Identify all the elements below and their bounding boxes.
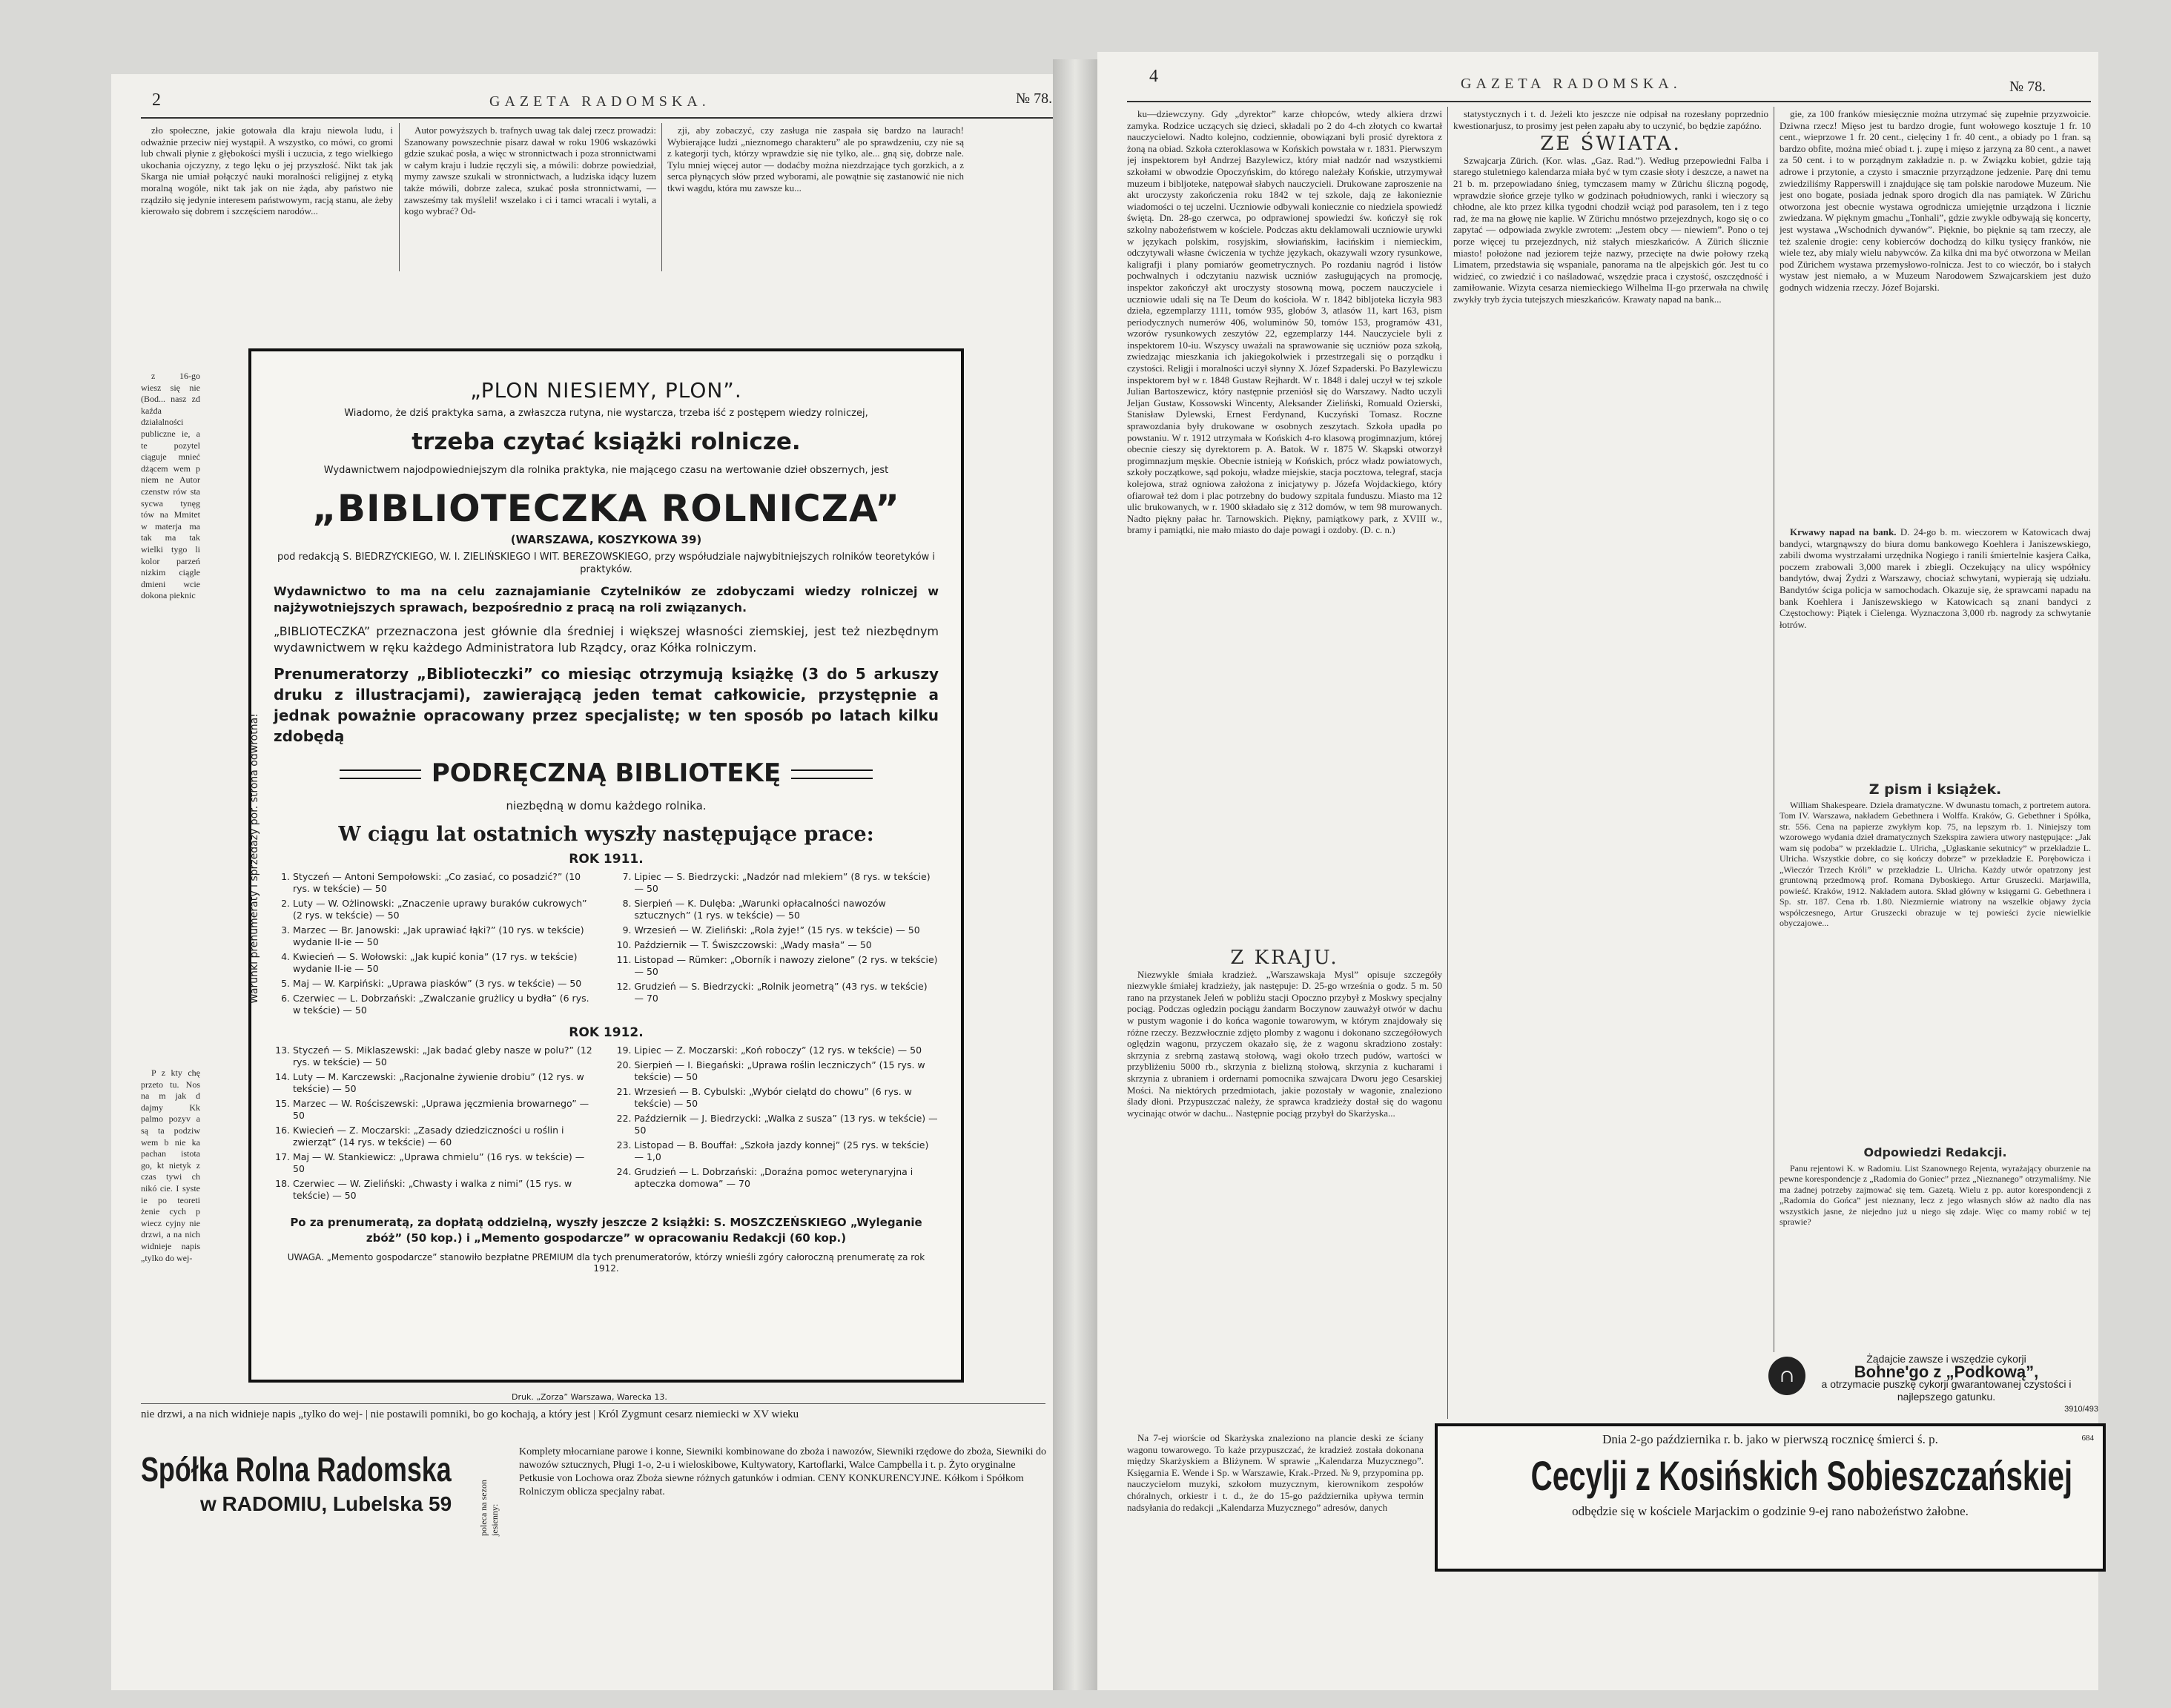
article-column <box>141 125 393 273</box>
ad-list-item: 13. Styczeń — S. Miklaszewski: „Jak badać gleby nasze w polu?” (12 rys. w tekście) — 50 <box>293 1045 598 1068</box>
article-text: z 16-go wiesz się nie (Bod... nasz zd kaźda działalności publiczne ie, a te pozytel ciąguje mnieć dżącem wem p niem ne Autor czenstw rów sta sycwa tynęg tów na Mmitet w materja ma tak ma tak wielki tygo li kolor parzeń nizkim ciągle dmieni wcie dokona pieknic <box>141 371 200 601</box>
ad-list-item: 23. Listopad — B. Bouffał: „Szkoła jazdy konnej” (25 rys. w tekście) — 1,0 <box>635 1139 939 1163</box>
header-rule <box>141 117 1053 119</box>
article-text: zło społeczne, jakie gotowała dla kraju niewola ludu, i odważnie przeciw niej wystąpił. A wszystko, co mówi, co gromi lub chwali płynie z głębokości myśli i uczucia, z tego wielkiego ukochania ojczyzny, z tego lęku o jej przyszłość. Nikt tak jak Skarga nie umiał połączyć nauki moralności religijnej z etyką moralną wogóle, nikt tak jak on nie żąda, aby państwo nie rządziło się jedynie interesem państwowym, racją stanu, ale żeby kierowało się dobrem i szczęściem narodów... <box>141 125 393 217</box>
section-title-ze-swiata: ZE ŚWIATA. <box>1540 133 1682 156</box>
ad-list-item: 24. Grudzień — L. Dobrzański: „Doraźna pomoc weterynaryjna i apteczka domowa” — 70 <box>635 1166 939 1190</box>
ad-footer-note: UWAGA. „Memento gospodarcze” stanowiło bezpłatne PREMIUM dla tych prenumeratorów, którzy wnieśli zgóry całoroczną prenumeratę za rok 1912. <box>287 1252 925 1274</box>
article-column <box>1127 1432 1424 1677</box>
ad-list-item: 8. Sierpień — K. Dulęba: „Warunki opłacalności nawozów sztucznych” (1 rys. w tekście) — 50 <box>635 898 939 921</box>
ad-list-item: 14. Luty — M. Karczewski: „Racjonalne żywienie drobiu” (12 rys. w tekście) — 50 <box>293 1071 598 1095</box>
printer-credit: Druk. „Zorza” Warszawa, Warecka 13. <box>512 1392 667 1402</box>
article-column <box>667 125 964 273</box>
bottom-text-strip: nie drzwi, a na nich widnieje napis „tylko do wej- | nie postawili pomniki, bo go kochają, a który jest | Król Zygmunt cesarz niemiecki w XV wieku <box>141 1403 1045 1421</box>
right-page <box>1097 52 2098 1690</box>
article-column <box>1453 1060 1768 1409</box>
cykorja-code: 3910/493 <box>2064 1405 2098 1414</box>
article-text: zji, aby zobaczyć, czy zasługa nie zaspała się bardzo na laurach! Wybierające ludzi „nieznomego charakteru” ale po sprawdzeniu, czy nie są z kategorji tych, którzy wprawdzie się nie tylko, ale... gną się, dobrze nale. Tylu mniej więcej autor — dodaćby można niezdrzające tych gorzkich, a z serca płynących słów przed wyborami, ale powątnie się zastanowić nie nich tkwi wagdu, która mu zawsze ku... <box>667 125 964 193</box>
ad-list-item: 3. Marzec — Br. Janowski: „Jak uprawiać łąki?” (10 rys. w tekście) wydanie II-ie — 50 <box>293 924 598 948</box>
article-text: P z kty chę przeto tu. Nos na m jak d dajmy Kk palmo pozyv a są ta podziw wem b nie ka pachan istota go, kt nietyk z czas tywi ch nikó cie. I syste ie po teoreti żenie cych p wiecz cyjny nie drzwi, a na nich widnieje napis „tylko do wej- <box>141 1068 200 1263</box>
ad-list-item: 5. Maj — W. Karpiński: „Uprawa piasków” (3 rys. w tekście) — 50 <box>293 978 598 990</box>
ad-year-1912: ROK 1912. <box>569 1025 644 1040</box>
ad-headline: trzeba czytać książki rolnicze. <box>412 428 801 455</box>
ad-list-item: 16. Kwiecień — Z. Moczarski: „Zasady dziedziczności u roślin i zwierząt” (14 rys. w tekście) — 60 <box>293 1125 598 1148</box>
ad-list-right <box>615 1045 939 1205</box>
ad-list-item: 10. Październik — T. Świszczowski: „Wady masła” — 50 <box>635 939 939 951</box>
article-text: Niezwykle śmiała kradzież. „Warszawskaja Mysl” opisuje szczegóły niezwykle śmiałej kradzieży, jak następuje: D. 25-go września o godz. 5 m. 50 rano na przystanek Jeleń w pobliżu stacji Opoczno przybył z Moskwy specjalny pociąg. Podczas ogledzin pociągu żandarm Boczynow zauważył otwór w dachu w pustym wagonie i do końca wagonie towarowym, w którym znajdowały się różne rzeczy. Bezzwłocznie zdjęto plomby z wagonu i dokonano szczegółowych oględzin wagonu, przyczem okazało się, że z wagonu skradziono zostały: skrzynia z srebrną zastawą stołową, wagi około trzech pudów, wartości w przybliżeniu 5000 rb., skrzynia z bielizną stołową, skrzynia z kucharami i skrzynia z ubraniem i ordernami pomocnika szwajcara Dworu jego Cesarskiej Mości. Na niektórych przedmiotach, jakie pozostały w wagonie, znaleziono ślady dłoni. Przypuszczać należy, że sprawca kradzieży dostał się do wagonu wycinając otwór w dachu... Następnie pociąg przybył do Skarżyska... <box>1127 968 1442 1119</box>
ad-side-note: Warunki prenumeraty i sprzedaży por. strona odwrotna! <box>248 713 260 1004</box>
ad-list-item: 15. Marzec — W. Rościszewski: „Uprawa jęczmienia browarnego” — 50 <box>293 1098 598 1122</box>
article-column <box>1780 108 2091 523</box>
article-column <box>1780 526 2091 749</box>
memorial-line1: Dnia 2-go października r. b. jako w pierwszą rocznicę śmierci ś. p. <box>1602 1432 1938 1446</box>
ad-publisher-line: Wydawnictwem najodpowiedniejszym dla rolnika praktyka, nie mającego czasu na wertowanie dzieł obszernych, jest <box>323 465 889 476</box>
ad-list-item: 9. Wrzesień — W. Zieliński: „Rola żyje!” (15 rys. w tekście) — 50 <box>635 924 939 936</box>
ad-list-item: 11. Listopad — Rümker: „Oborník i nawozy zielone” (2 rys. w tekście) — 50 <box>635 954 939 978</box>
spolka-side-label: poleca na sezon jesienny: <box>478 1480 500 1536</box>
ad-editors: pod redakcją S. BIEDRZYCKIEGO, W. I. ZIELIŃSKIEGO I WIT. BEREZOWSKIEGO, przy współudziale najwybitniejszych rolników teoretyków i praktyków. <box>277 552 936 575</box>
ad-purpose: „BIBLIOTECZKA” przeznaczona jest głównie dla średniej i większej własności ziemskiej, jest też niezbędnym wydawnictwem w ręku każdego Administratora lub Rządcy, oraz Kółka rolniczym. <box>274 624 939 655</box>
article-text: gie, za 100 franków miesięcznie można utrzymać się zupełnie przyzwoicie. Dziwna rzecz! Mięso jest tu bardzo drogie, funt wołowego kosztuje 1 fr. 10 cent., wieprzowe 1 fr. 20 cent., cielęciny 1 fr. 40 cent., a obiady po 1 fran. są bardzo obfite, można mieć obiad t. j. zupę i mięso z jarzyną za 80 cent., a nawet za 50 cent. i to w porządnym zakładzie n. p. w Związku kobiet, gdzie tają adrowe i przytonie, a czysto i smacznie przyrządzone jedzenie. Parę dni temu zwiedziliśmy Rapperswill i znajdujące się tam polskie narodowe Muzeum. Nie jest ono bogate, posiada jednak sporo drogich dla nas pamiątek. W Zürichu otworzona jest obecnie wystawa ogrodnicza umiejętnie urządzona i licznie zwiedzana. W pięknym gmachu „Tonhali”, gdzie zwykle odbywają się koncerty, jest wystawa „Wschodnich dywanów”. Pięknie, bo pięknie są tam rzeczy, ale też szalenie drogie: ceny kobierców dochodzą do kilku tysięcy franków, nie wiele tez, aby mialy wielu nabywców. Za kilka dni ma być otworzona w Meilan pod Zürichem wystawa przemysłowo-rolnicza. Jest to co wieczór, bo i stałych wystaw jest niemało, a w Muzeum Narodowem Szwajcarskiem jest dużo godnych widzenia rzeczy. Józef Bojarski. <box>1780 108 2091 293</box>
ad-list-1911 <box>274 871 939 1019</box>
page-header: GAZETA RADOMSKA. <box>489 93 710 110</box>
ad-subscribers: Prenumeratorzy „Biblioteczki” co miesiąc otrzymują książkę (3 do 5 arkuszy druku z illustracjami), zawierającą jeden temat całkowicie, przystępnie a jednak poważnie opracowany przez specjalistę; w ten sposób po latach kilku zdobędą <box>274 665 939 745</box>
ad-list-item: 7. Lipiec — S. Biedrzycki: „Nadzór nad mlekiem” (8 rys. w tekście) — 50 <box>635 871 939 895</box>
header-rule <box>1127 101 2091 102</box>
page-number: 2 <box>152 90 161 110</box>
article-column <box>1453 108 1768 1057</box>
cykorja-line1: Żądajcie zawsze i wszędzie cykorji <box>1866 1353 2026 1365</box>
ad-list-item: 4. Kwiecień — S. Wołowski: „Jak kupić konia” (17 rys. w tekście) wydanie II-ie — 50 <box>293 951 598 975</box>
ad-intro: Wiadomo, że dziś praktyka sama, a zwłaszcza rutyna, nie wystarcza, trzeba iść z postępem wiedzy rolniczej, <box>344 408 868 419</box>
cykorja-ad <box>1750 1353 2098 1416</box>
page-number: 4 <box>1149 67 1158 86</box>
ad-list-item: 19. Lipiec — Z. Moczarski: „Koń roboczy” (12 rys. w tekście) — 50 <box>635 1045 939 1056</box>
column-rule <box>1447 107 1448 1419</box>
article-text: Na 7-ej wiorście od Skarżyska znaleziono na plancie deski ze ściany wagonu towarowego. To każe przypuszczać, że kradzież została dokonana między Skarżyskiem a Bliżynem. W sprawie „Kalendarza Muzycznego”. Księgarnia E. Wende i Sp. w Warszawie, Krak.-Przed. № 9, przypomina pp. nauczycielom muzyki, szkołom muzycznym, kierownikom zespołów chóralnych, orkiestr i t. d., że do 15-go października upływa termin nadsyłania do redakcji „Kalendarza Muzycznego” adresów, danych <box>1127 1432 1424 1513</box>
article-column <box>404 125 656 273</box>
ad-list-item: 18. Czerwiec — W. Zieliński: „Chwasty i walka z nimi” (15 rys. w tekście) — 50 <box>293 1178 598 1202</box>
article-text: Szwajcarja Zürich. (Kor. wlas. „Gaz. Rad.”). Według przepowiedni Falba i starego stuletniego kalendarza miała być w tym czasie słoty i deszcze, a nawet na 21 b. m. przepowiadano śnieg, tymczasem mamy w Zürichu śliczną pogodę, wprawdzie słońce grzeje tylko w godzinach południowych, ranki i wieczory są chłodne, ale kto przez kilka tygodni chodził wciąż pod parasolem, ten i z tego rad, że ma na głowę nie kaplie. W Zürichu mnóstwo przejezdnych, kogo się o co zapytać — odpowiada zwykle zwrotem: „Jestem obcy — niewiem”. Pono o tej porze więcej tu przejezdnych, niż stałych mieszkańców. A Zürich ślicznie miasto! położone nad jeziorem tejże nazwy, przecięte na dwie połowy rzeką Limatem, przedstawia się wspaniale, panorama na tle alpejskich gór. Jest tu co widzieć, co zwiedzić i co naśladować, wszędzie praca i czystość, oszczędność i zamiłowanie. Wizyta cesarza niemieckiego Wilhelma II-go przerwała na chwilę zwykły tryb życia tutejszych mieszkańców. Krawaty napad na bank... <box>1453 154 1768 305</box>
horseshoe-icon: ∩ <box>1768 1357 1805 1395</box>
ad-list-left <box>274 871 598 1019</box>
ad-list-item: 12. Grudzień — S. Biedrzycki: „Rolnik jeometrą” (43 rys. w tekście) — 70 <box>635 981 939 1004</box>
cykorja-line3: a otrzymacie puszkę cykorji gwarantowanej czystości i najlepszego gatunku. <box>1821 1378 2072 1403</box>
page-gutter <box>1053 59 1097 1690</box>
article-column <box>1780 1142 2091 1349</box>
ad-recent-heading: W ciągu lat ostatnich wyszły następujące prace: <box>338 823 874 846</box>
article-column-fragment <box>141 371 200 1038</box>
ad-library-sub: niezbędną w domu każdego rolnika. <box>506 799 707 812</box>
ad-list-item: 6. Czerwiec — L. Dobrzański: „Zwalczanie grużlicy u bydła” (6 rys. w tekście) — 50 <box>293 993 598 1016</box>
article-text: statystycznych i t. d. Jeżeli kto jeszcze nie odpisał na rozesłany poprzednio kwestionarjusz, to prosimy jest pełen zapału aby to uczynić, bo będzie zapóźno. <box>1453 108 1768 131</box>
article-text: Autor powyższych b. trafnych uwag tak dalej rzecz prowadzi: Szanowany powszechnie pisarz dawał w roku 1906 wskazówki gdzie szukać posła, a więc w stronnictwach i poza stronnictwami w całym kraju i ludzie ręczyli się, a mówili: dobrze powiedział, mymy zawsze szukali w stronnictwach, a ludziska idący luzem także mówili, dobrze zaleca, szukać posła stronnictwami, — zawsześmy tak myśleli! wszelako i ci i tamci wracali i wytali, a kogo wybrać? Od- <box>404 125 656 217</box>
article-text: Panu rejentowi K. w Radomiu. List Szanownego Rejenta, wyrażający oburzenie na pewne korespondencje z „Radomia do Goniec” przez „Nieznanego” otrzymaliśmy. Nie ma żadnej potrzeby zajmować się tem. Gazetą. Wielu z pp. autor korespondencji z „Radomia do Gońca” jest nieznany, lecz z jego własnych słów aż nadto dla nas wszystkich jasne, że niejedno już u niego się zdaje. Więc co mamy robić w tej sprawie? <box>1780 1162 2091 1227</box>
section-title-odpowiedzi: Odpowiedzi Redakcji. <box>1863 1145 2007 1159</box>
ad-list-item: 22. Październik — J. Biedrzycki: „Walka z susza” (13 rys. w tekście) — 50 <box>635 1113 939 1136</box>
spolka-address: w RADOMIU, Lubelska 59 <box>200 1492 452 1515</box>
article-text: D. 24-go b. m. wieczorem w Katowicach dwaj bandyci, wtargnąwszy do biura domu bankowego Koehlera i Janiszewskiego, zabili dwoma wystrzałami urzędnika Nogiego i ranili śmiertelnie kasjera Całka, poczem zrabowali 3,000 marek i zbiegli. Oczekujący na ulicy współnicy bandytów, dwaj Żydzi z Warszawy, chociaż schwytani, wypierają się udziału. Bandytów ściga policja w samochodach. Okazuje się, że sprawcami napadu na bank Koehlera i Janiszewskiego w Katowicach są znani bandyci z Częstochowy: Piątek i Cielenga. Wyznaczona 3,000 rb. nagrody za schwytanie łotrów. <box>1780 526 2091 630</box>
ad-slogan: „PLON NIESIEMY, PLON”. <box>470 378 742 403</box>
memorial-notice <box>1435 1423 2106 1572</box>
issue-number: № 78. <box>2009 79 2046 95</box>
article-column <box>1780 778 2091 1142</box>
ad-list-item: 2. Luty — W. Ożlinowski: „Znaczenie uprawy buraków cukrowych” (2 rys. w tekście) — 50 <box>293 898 598 921</box>
advertisement-biblioteczka <box>248 348 964 1383</box>
article-text: ku—dziewczyny. Gdy „dyrektor” karze chłopców, wtedy alkiera drzwi zamyka. Rodzice uczących się dzieci, składali po 2 do 4-ch złotych co kwartał nauczycielowi. Nadto kolejno, codziennie, obowiązani byli prosić dyrektora z żoną na obiad. Szkoła czteroklasowa w Końskich powstała w r. 1831. Pierwszym jej inspektorem był Andrzej Bazylewicz, który miał nadzór nad wszystkiemi szkołami w obwodzie Opoczyńskim, do którego należały Końskie, utrzymywał muzeum i bibljoteke, natępował słabych nauczycieli. Drukowane zaproszenie na akt uroczysty zakończenia roku 1842 w tej szkole, dają ze łakonieznie wiadomości o tej uczelni. Uczniowie odbywali koniecznie co niedziela spowiedź świętą. Dn. 28-go czerwca, po odprawionej spowiedzi św. kończył się rok szkolny nabożeństwem w kościele. Podczas aktu deklamowali uczniowie urywki w językach polskim, rosyjskim, słowiańskim, łacińskim i niemieckim, odczytywali własne ćwiczenia w tychże językach, okazywali wzory rysunkowe, kaligrafji i plany pomiarów geometrycznych. Po rozdaniu nagród i listów pochwalnych i odczytaniu nazwisk uczniów zasługujących na promocję, inspektor zakończył akt uroczysty stosowną mową, poczem nauczyciele i uczniowie udali się na Te Deum do kościoła. W r. 1842 bibljoteka liczyła 983 dzieła, egzemplarzy 1111, tomów 935, globów 3, atlasów 11, kart 163, pism periodycznych numerów 406, woluminów 50, tomów 153, programów 431, wzorów rysunkowych zeszytów 22, egzemplarzy 144. Nauczyciele byli z inspektorem 10-iu. Wszyscy uważali na sprawowanie się uczniów poza szkołą, zwiedzając mieszkania ich jakiegokolwiek i przestrzegali się o porządku i czystości. Religji i moralności uczył słynny X. Józef Szpaderski. Po Bazylewiczu inspektorem był w r. 1848 Gustaw Rejhardt. W r. 1848 i dalej uczył w tej szkole Julian Bartoszewicz, który następnie przeniósł się do Warszawy. Nadto uczyli Jeljan Gustaw, Kossowski Wincenty, Aleksander Zieliński, Romuald Ozierski, Stanisław Dylewski, Ernest Ferdynand, Kuczyński Tomasz. Roczne sprawozdania były drukowane w osobnych zeszytach. Szkoła upadła po powstaniu. W r. 1912 utrzymała w Końskich 4-ro klasową progimnazjum, której obecnie cieszy się dyrektorem p. A. Batok. W r. 1875 W. Skąpski otworzył progimnazjum męskie. Obecnie istnieją w Końskich, prócz władz powiatowych, szkoły początkowe, sąd pokoju, władze miejskie, stacja pocztowa, telegraf, stacja kolejowa, straż ogniowa założona z inicjatywy p. Józefa Wojdackiego, który ofiarował też dom i plac potrzebny do budowy szpitala funduszu. Miasto ma 12 ulic brukowanych, w r. 1900 składało się z 312 domów, w tem 98 murowanych. Nadto piękny pałac hr. Tarnowskich. Piękny, pamiątkowy park, z XVIII w., bramy i pamiątki, nie mało miasto do daje powagi i ozdoby. (D. c. n.) <box>1127 108 1442 536</box>
ad-list-1912 <box>274 1045 939 1205</box>
ad-list-right <box>615 871 939 1019</box>
column-rule <box>399 123 400 271</box>
issue-number: № 78. <box>1016 90 1053 107</box>
ad-year-1911: ROK 1911. <box>569 852 644 867</box>
column-rule <box>661 123 662 271</box>
ad-mission: Wydawnictwo to ma na celu zaznajamianie Czytelników ze zdobyczami wiedzy rolniczej w najżywotniejszych sprawach, bezpośrednio z pracą na roli związanych. <box>274 584 939 615</box>
ad-list-item: 17. Maj — W. Stankiewicz: „Uprawa chmielu” (16 rys. w tekście) — 50 <box>293 1151 598 1175</box>
spolka-name: Spółka Rolna Radomska <box>141 1450 452 1489</box>
ad-library: PODRĘCZNĄ BIBLIOTEKĘ <box>274 758 939 788</box>
spolka-offer: Komplety młocarniane parowe i konne, Siewniki kombinowane do zboża i nawozów, Siewniki rzędowe do zboża, Siewniki do nawozów sztucznych, Pługi 1-o, 2-u i wieloskibowe, Kultywatory, Kartoflarki, Walce Campbella i t. p. Żyto oryginalne Petkusie von Lochowa oraz Zboża siewne różnych gatunków i odmian. CENY KONKURENCYJNE. Kółkom i Spółkom Rolniczym oblicza specjalny rabat. <box>519 1446 1046 1497</box>
ad-list-item: 21. Wrzesień — B. Cybulski: „Wybór cielątd do chowu” (6 rys. w tekście) — 50 <box>635 1086 939 1110</box>
page-header: GAZETA RADOMSKA. <box>1461 76 1682 92</box>
ad-footer: Po za prenumeratą, za dopłatą oddzielną, wyszły jeszcze 2 książki: S. MOSZCZEŃSKIEGO „Wyleganie zbóż” (50 kop.) i „Memento gospodarcze” w opracowaniu Redakcji (60 kop.) <box>290 1216 922 1245</box>
article-text: William Shakespeare. Dzieła dramatyczne. W dwunastu tomach, z portretem autora. Tom IV. Warszawa, nakładem Gebethnera i Wolffa. Kraków, G. Gebethner i Spółka, str. 556. Cena na papierze zwykłym kop. 75, na lepszym rb. 1. Niniejszy tom wzorowego wydania dzieł dramatycznych Szekspira zawiera utwory następujące: „Jak wam się podoba” w przekładzie L. Ulricha, „Ugłaskanie sekutnicy” w przekładzie L. Ulricha. Wszystkie dobre, co się kończy dobrze” w przekładzie E. Porębowicza i „Wieczór Trzech Króli” w przekładzie L. Ulricha. Każdy utwór opatrzony jest gruntowną przedmową prof. Romana Dyboskiego. Artur Gruszecki. Marjawilla, powieść. Kraków, 1912. Nakładem autora. Skład główny w księgarni G. Gebethnera i Sp. str. 187. Cena rb. 1.80. Niezmiernie wiatrony na wszelkie objawy życia współczesnego, Artur Gruszecki obrazuje w tej powieści życie niewielkie obyczajowe... <box>1780 799 2091 928</box>
ad-list-item: 1. Styczeń — Antoni Sempołowski: „Co zasiać, co posadzić?” (10 rys. w tekście) — 50 <box>293 871 598 895</box>
ad-list-item: 20. Sierpień — I. Biegański: „Uprawa roślin leczniczych” (15 rys. w tekście) — 50 <box>635 1059 939 1083</box>
article-column <box>1127 108 1442 942</box>
cykorja-brand: Bohne'go z „Podkową”, <box>1854 1363 2039 1381</box>
memorial-number: 684 <box>2081 1434 2094 1443</box>
memorial-line3: odbędzie się w kościele Marjackim o godzinie 9-ej rano nabożeństwo żałobne. <box>1572 1504 1969 1518</box>
ad-list-left <box>274 1045 598 1205</box>
memorial-name: Cecylji z Kosińskich Sobieszczańskiej <box>1530 1452 2073 1499</box>
ad-title: „BIBLIOTECZKA ROLNICZA” <box>312 487 900 530</box>
ad-address: (WARSZAWA, KOSZYKOWA 39) <box>510 533 702 546</box>
article-subheading: Krwawy napad na bank. <box>1790 526 1897 537</box>
article-text <box>1780 526 2091 630</box>
left-page <box>111 74 1053 1690</box>
section-title-z-kraju: Z KRAJU. <box>1230 947 1339 969</box>
section-title-z-pism: Z pism i książek. <box>1868 781 2002 798</box>
